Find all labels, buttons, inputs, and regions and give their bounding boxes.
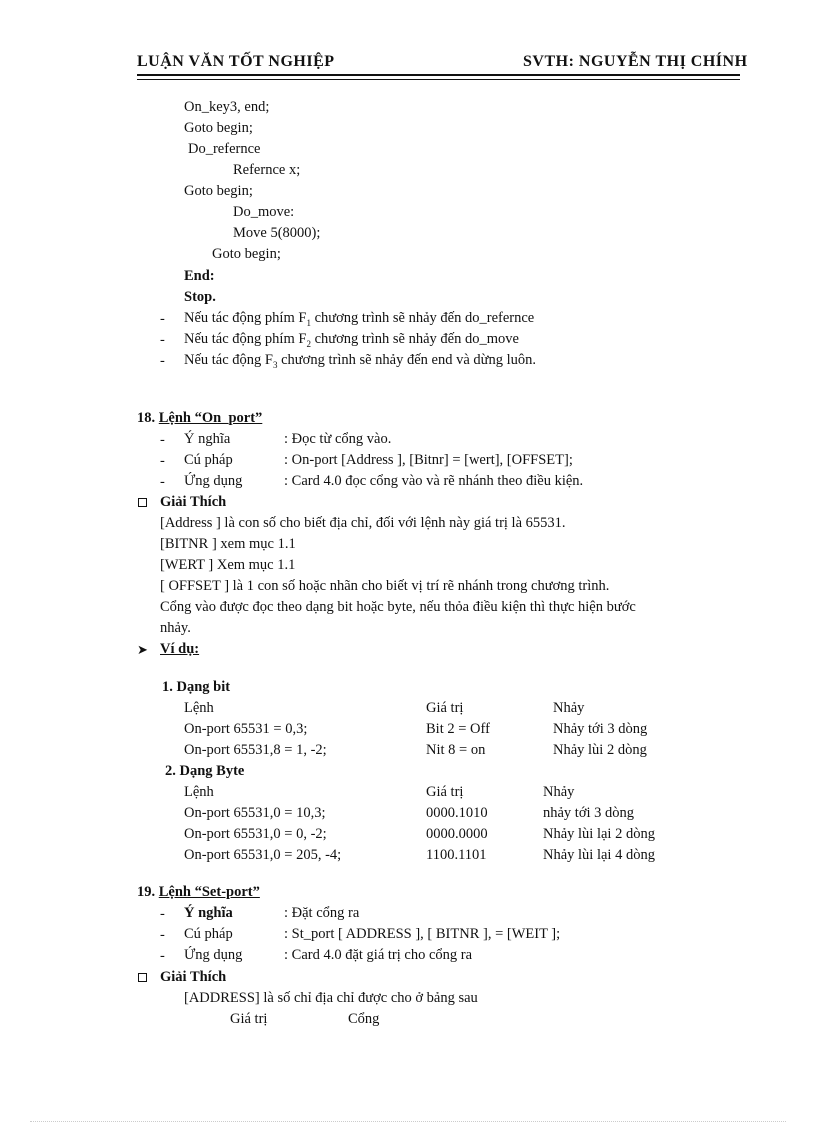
example-heading: Ví dụ: bbox=[160, 641, 200, 657]
row-value: : Đọc từ cổng vào. bbox=[284, 431, 392, 447]
row-label: Ứng dụng bbox=[184, 947, 243, 963]
row-label: Ý nghĩa bbox=[184, 905, 233, 921]
header-rule-thin bbox=[137, 79, 740, 80]
explain-line: nhảy. bbox=[160, 620, 191, 636]
bullet-dash: - bbox=[160, 353, 165, 369]
note-item: Nếu tác động $F_3$ chương trình sẽ nhảy đến end và dừng luôn. bbox=[184, 352, 537, 370]
row-value: : On-port [Address ], [Bitnr] = [wert], [OFFSET]; bbox=[284, 452, 573, 468]
page-bottom-border bbox=[30, 1121, 786, 1122]
row-value: : Card 4.0 đặt giá trị cho cổng ra bbox=[284, 947, 473, 963]
table-cell: Nhảy lùi 2 dòng bbox=[553, 742, 647, 758]
table-cell: On-port 65531,8 = 1, -2; bbox=[184, 742, 327, 758]
row-label: Cú pháp bbox=[184, 452, 233, 468]
explain-line: Cổng vào được đọc theo dạng bit hoặc byte, nếu thỏa điều kiện thì thực hiện bước bbox=[160, 599, 636, 615]
table-cell: nhảy tới 3 dòng bbox=[543, 805, 635, 821]
bullet-dash: - bbox=[160, 906, 165, 922]
header-rule bbox=[137, 74, 740, 76]
code-line: On_key3, end; bbox=[184, 99, 270, 115]
code-line: Goto begin; bbox=[184, 120, 253, 136]
code-end: End: bbox=[184, 268, 215, 284]
table-cell: Nit 8 = on bbox=[426, 742, 486, 758]
table-header-cell: Giá trị bbox=[426, 700, 464, 716]
table-cell: On-port 65531,0 = 205, -4; bbox=[184, 847, 342, 863]
table-cell: Nhảy tới 3 dòng bbox=[553, 721, 648, 737]
bullet-dash: - bbox=[160, 311, 165, 327]
row-label: Ý nghĩa bbox=[184, 431, 231, 447]
section-19-heading: 19. Lệnh “Set-port” bbox=[137, 884, 260, 900]
explain-line: [BITNR ] xem mục 1.1 bbox=[160, 536, 296, 552]
code-line: Do_move: bbox=[233, 204, 295, 220]
code-line: Goto begin; bbox=[184, 183, 253, 199]
table-header-cell: Giá trị bbox=[230, 1011, 268, 1027]
square-bullet-icon bbox=[138, 498, 147, 507]
explain-line: [ OFFSET ] là 1 con số hoặc nhãn cho biết vị trí rẽ nhánh trong chương trình. bbox=[160, 578, 610, 594]
table-cell: Bit 2 = Off bbox=[426, 721, 490, 737]
bit-heading: 1. Dạng bit bbox=[162, 679, 231, 695]
header-right: SVTH: NGUYỄN THỊ CHÍNH bbox=[523, 53, 748, 70]
arrow-bullet-icon: ➤ bbox=[137, 642, 148, 657]
row-label: Ứng dụng bbox=[184, 473, 243, 489]
code-stop: Stop. bbox=[184, 289, 216, 305]
header-left: LUẬN VĂN TỐT NGHIỆP bbox=[137, 53, 335, 70]
code-line: Refernce x; bbox=[233, 162, 301, 178]
table-cell: On-port 65531,0 = 10,3; bbox=[184, 805, 326, 821]
explain-line: [ADDRESS] là số chỉ địa chỉ được cho ở bảng sau bbox=[184, 990, 478, 1006]
row-value: : Đặt cổng ra bbox=[284, 905, 360, 921]
table-header-cell: Giá trị bbox=[426, 784, 464, 800]
bullet-dash: - bbox=[160, 927, 165, 943]
explain-line: [Address ] là con số cho biết địa chỉ, đối với lệnh này giá trị là 65531. bbox=[160, 515, 566, 531]
table-cell: Nhảy lùi lại 2 dòng bbox=[543, 826, 655, 842]
table-header-cell: Lệnh bbox=[184, 700, 214, 716]
table-cell: 1100.1101 bbox=[426, 847, 487, 863]
square-bullet-icon bbox=[138, 973, 147, 982]
table-cell: Nhảy lùi lại 4 dòng bbox=[543, 847, 655, 863]
bullet-dash: - bbox=[160, 474, 165, 490]
table-cell: On-port 65531,0 = 0, -2; bbox=[184, 826, 327, 842]
bullet-dash: - bbox=[160, 432, 165, 448]
table-cell: 0000.0000 bbox=[426, 826, 488, 842]
bullet-dash: - bbox=[160, 948, 165, 964]
section-18-heading: 18. Lệnh “On_port” bbox=[137, 410, 263, 426]
explain-heading: Giải Thích bbox=[160, 969, 227, 985]
row-value: : Card 4.0 đọc cổng vào và rẽ nhánh theo điều kiện. bbox=[284, 473, 584, 489]
code-line: Do_refernce bbox=[188, 141, 261, 157]
byte-heading: 2. Dạng Byte bbox=[165, 763, 245, 779]
code-line: Goto begin; bbox=[212, 246, 281, 262]
explain-heading: Giải Thích bbox=[160, 494, 227, 510]
table-header-cell: Cổng bbox=[348, 1011, 380, 1027]
row-value: : St_port [ ADDRESS ], [ BITNR ], = [WEIT ]; bbox=[284, 926, 561, 942]
table-header-cell: Lệnh bbox=[184, 784, 214, 800]
table-header-cell: Nhảy bbox=[553, 700, 585, 716]
table-cell: On-port 65531 = 0,3; bbox=[184, 721, 308, 737]
bullet-dash: - bbox=[160, 453, 165, 469]
row-label: Cú pháp bbox=[184, 926, 233, 942]
code-line: Move 5(8000); bbox=[233, 225, 321, 241]
table-cell: 0000.1010 bbox=[426, 805, 488, 821]
note-item: Nếu tác động phím $F_1$ chương trình sẽ nhảy đến do_refernce bbox=[184, 310, 535, 328]
table-header-cell: Nhảy bbox=[543, 784, 575, 800]
note-item: Nếu tác động phím $F_2$ chương trình sẽ nhảy đến do_move bbox=[184, 331, 519, 349]
bullet-dash: - bbox=[160, 332, 165, 348]
explain-line: [WERT ] Xem mục 1.1 bbox=[160, 557, 296, 573]
